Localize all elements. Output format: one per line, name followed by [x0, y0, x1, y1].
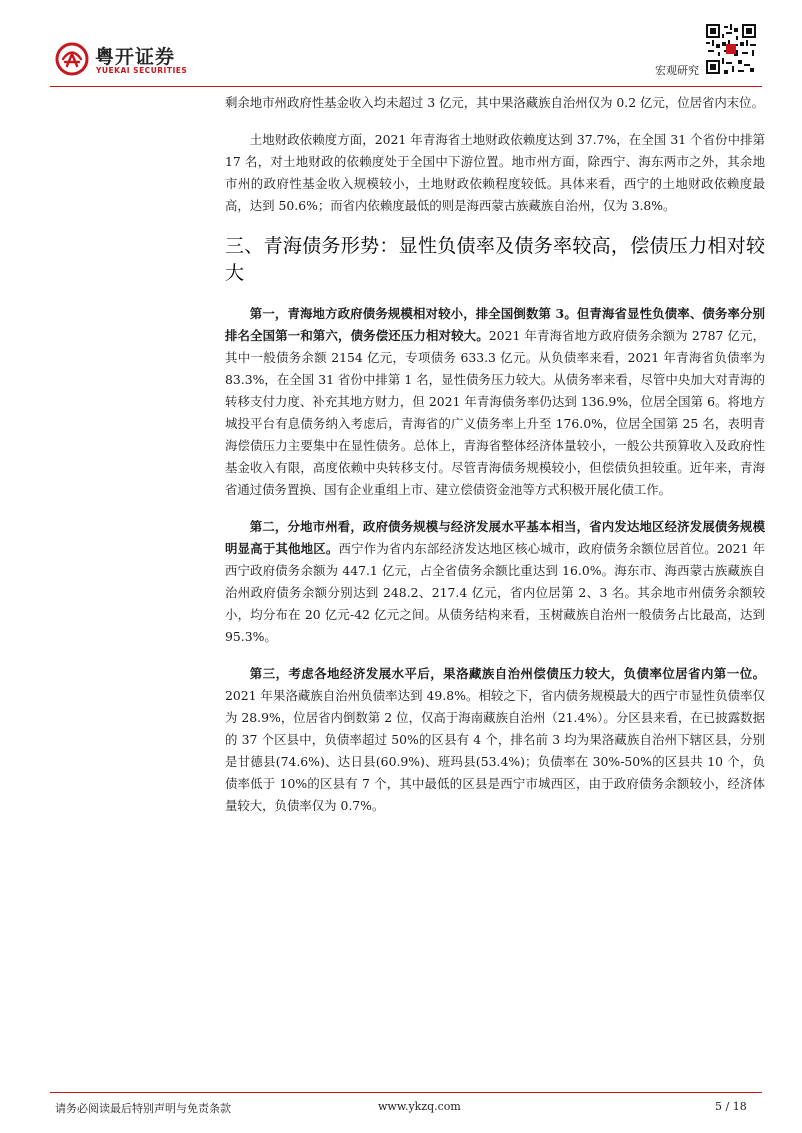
page-number: 5 / 18	[715, 1100, 747, 1113]
paragraph-lead: 第一，青海地方政府债务规模相对较小，排全国倒数第 3。但青海省显性负债率、债务率分别排名全国第一和第六，债务偿还压力相对较大。	[225, 306, 765, 343]
qr-code-icon	[706, 24, 756, 74]
paragraph-text: 2021 年青海省地方政府债务余额为 2787 亿元，其中一般债务余额 2154 亿元，专项债务 633.3 亿元。从负债率来看，2021 年青海省负债率为 83.3%，在全国 31 省份中排第 1 名，显性债务压力较大。从债务率来看，尽管中央加大对青海的转移支付力度、补充其地方财力，但 2021 年青海债务率仍达到 136.9%，位居全国第 6。将地方城投平台有息债务纳入考虑后，青海省的广义债务率上升至 176.0%，位居全国第 25 名，表明青海偿债压力主要集中在显性债务。总体上，青海省整体经济体量较小，一般公共预算收入及政府性基金收入有限，高度依赖中央转移支付。尽管青海债务规模较小，但偿债负担较重。近年来，青海省通过债务置换、国有企业重组上市、建立偿债资金池等方式积极开展化债工作。	[225, 328, 766, 497]
paragraph-lead: 第三，考虑各地经济发展水平后，果洛藏族自治州偿债压力较大，负债率位居省内第一位。	[249, 666, 765, 681]
header-divider	[50, 86, 762, 87]
paragraph-lead: 第二，分地市州看，政府债务规模与经济发展水平基本相当，省内发达地区经济发展债务规模明显高于其他地区。	[225, 519, 765, 556]
paragraph-land-finance: 土地财政依赖度方面，2021 年青海省土地财政依赖度达到 37.7%，在全国 31 个省份中排第 17 名，对土地财政的依赖度处于全国中下游位置。地市州方面，除西宁、海东两市之外，其余地市州的政府性基金收入规模较小，土地财政依赖程度较低。具体来看，西宁的土地财政依赖度最高，达到 50.6%；而省内依赖度最低的则是海西蒙古族藏族自治州，仅为 3.8%。	[225, 132, 765, 213]
footer-website[interactable]: www.ykzq.com	[378, 1100, 461, 1113]
paragraph-fund-revenue: 剩余地市州政府性基金收入均未超过 3 亿元，其中果洛藏族自治州仅为 0.2 亿元，位居省内末位。	[225, 95, 764, 110]
paragraph-text: 西宁作为省内东部经济发达地区核心城市，政府债务余额位居首位。2021 年西宁政府债务余额为 447.1 亿元，占全省债务余额比重达到 16.0%。海东市、海西蒙古族藏族自治州政府债务余额分别达到 248.2、217.4 亿元，省内位居第 2、3 名。其余地市州债务余额较小，均分布在 20 亿元-42 亿元之间。从债务结构来看，玉树藏族自治州一般债务占比最高，达到 95.3%。	[225, 541, 766, 644]
report-body	[225, 92, 765, 817]
paragraph-city-debt	[225, 516, 765, 648]
paragraph-text: 2021 年果洛藏族自治州负债率达到 49.8%。相较之下，省内债务规模最大的西宁市显性负债率仅为 28.9%，位居省内倒数第 2 位，仅高于海南藏族自治州（21.4%）。分区县来看，在已披露数据的 37 个区县中，负债率超过 50%的区县有 4 个，排名前 3 均为果洛藏族自治州下辖区县，分别是甘德县(74.6%)、达日县(60.9%)、班玛县(53.4%)；负债率在 30%-50%的区县共 10 个，负债率低于 10%的区县有 7 个，其中最低的区县是西宁市城西区，由于政府债务余额较小，经济体量较大，负债率仅为 0.7%。	[225, 688, 765, 813]
page-header	[0, 0, 802, 90]
section-heading: 三、青海债务形势：显性负债率及债务率较高，偿债压力相对较大	[225, 235, 765, 284]
footer-disclaimer: 请务必阅读最后特别声明与免责条款	[55, 1102, 231, 1115]
paragraph-debt-ratio	[225, 663, 765, 817]
report-category: 宏观研究	[655, 64, 699, 77]
paragraph-debt-scale	[225, 303, 765, 501]
company-logo	[55, 42, 195, 78]
yuekai-logo-icon	[55, 42, 89, 76]
logo-english-name: YUEKAI SECURITIES	[96, 66, 188, 75]
footer-divider	[50, 1092, 762, 1093]
logo-chinese-name: 粤开证券	[95, 46, 176, 68]
